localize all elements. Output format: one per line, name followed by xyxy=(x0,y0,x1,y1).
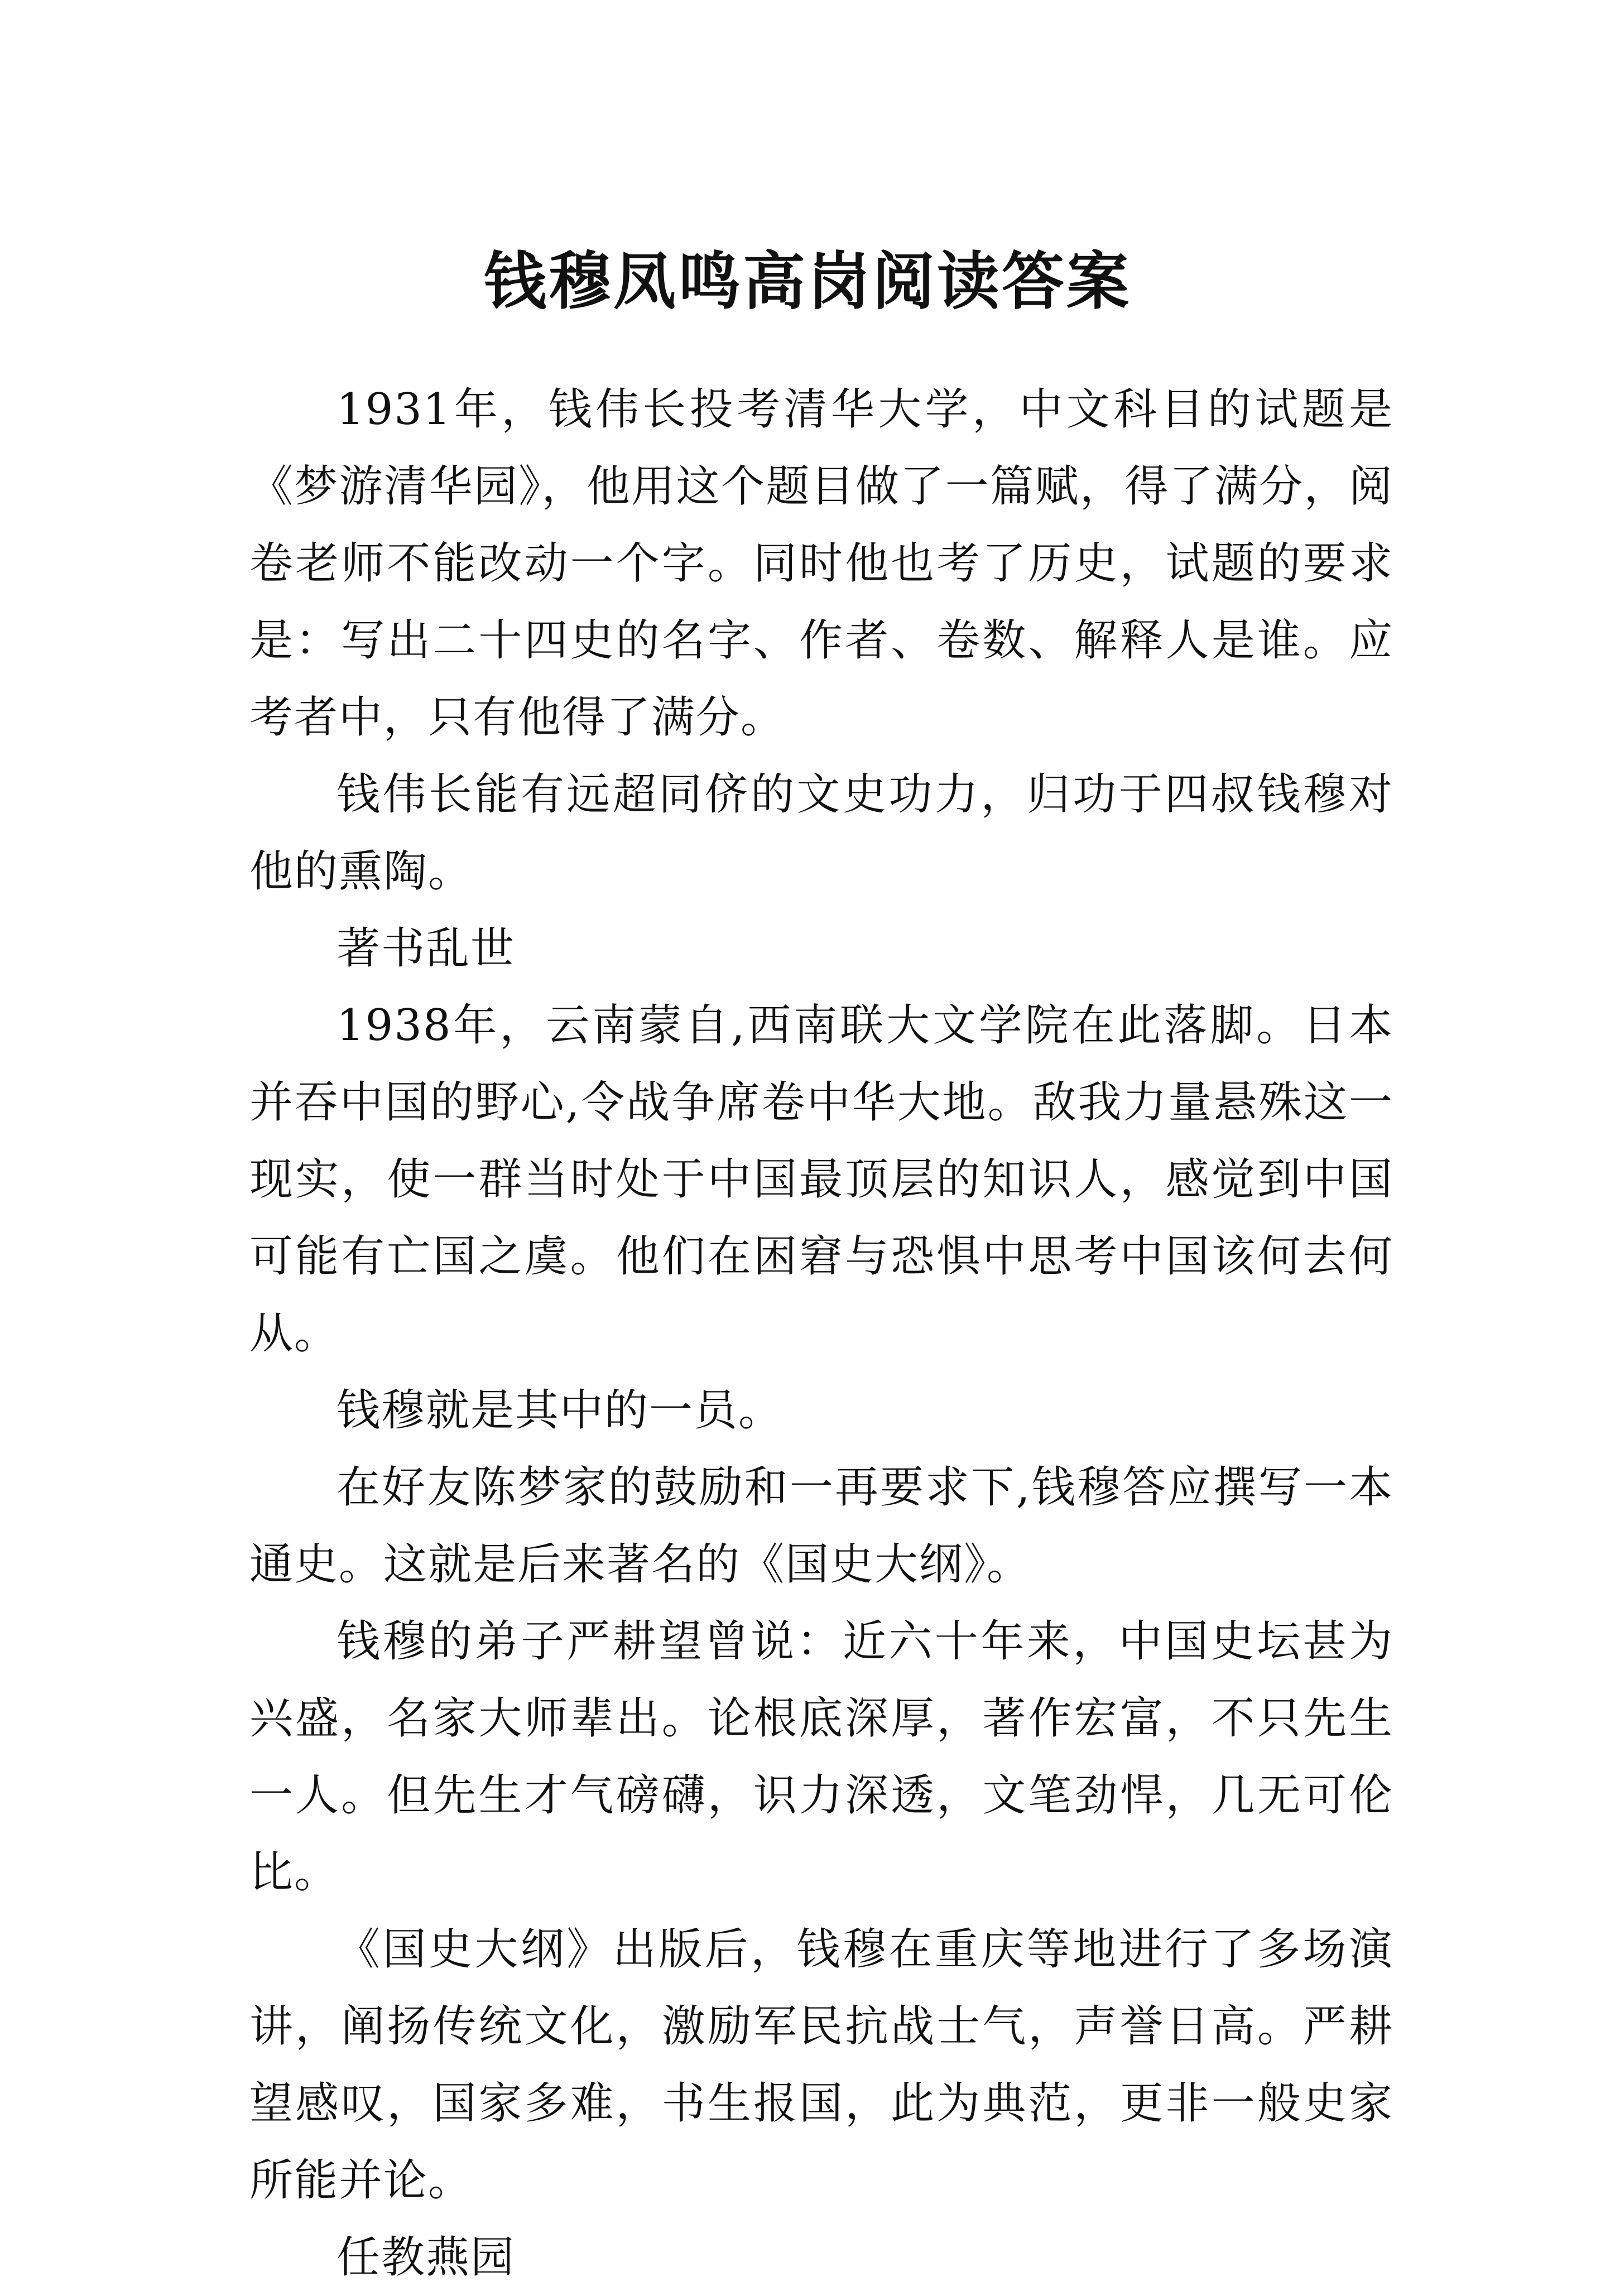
document-body xyxy=(249,371,1393,2296)
paragraph-lectures: 《国史大纲》出版后，钱穆在重庆等地进行了多场演讲，阐扬传统文化，激励军民抗战士气，声誉日高。严耕望感叹，国家多难，书生报国，此为典范，更非一般史家所能并论。 xyxy=(249,1924,1393,2206)
document-title: 钱穆凤鸣高岗阅读答案 xyxy=(484,245,1131,319)
paragraph-1938: 1938年，云南蒙自,西南联大文学院在此落脚。日本并吞中国的野心,令战争席卷中华大地。敌我力量悬殊这一现实，使一群当时处于中国最顶层的知识人，感觉到中国可能有亡国之虞。他们在困窘与恐惧中思考中国该何去何从。 xyxy=(249,1000,1393,1359)
section-heading-writing: 著书乱世 xyxy=(337,923,516,974)
paragraph-member: 钱穆就是其中的一员。 xyxy=(337,1385,784,1436)
paragraph-influence: 钱伟长能有远超同侪的文史功力，归功于四叔钱穆对他的熏陶。 xyxy=(249,769,1393,897)
paragraph-entrance-exam: 1931年，钱伟长投考清华大学，中文科目的试题是《梦游清华园》，他用这个题目做了一篇赋，得了满分，阅卷老师不能改动一个字。同时他也考了历史，试题的要求是：写出二十四史的名字、作者、卷数、解释人是谁。应考者中，只有他得了满分。 xyxy=(249,384,1393,743)
section-heading-teaching: 任教燕园 xyxy=(337,2232,516,2283)
paragraph-yan-gengwang: 钱穆的弟子严耕望曾说：近六十年来，中国史坛甚为兴盛，名家大师辈出。论根底深厚，著作宏富，不只先生一人。但先生才气磅礴，识力深透，文笔劲悍，几无可伦比。 xyxy=(249,1616,1393,1898)
paragraph-general-history: 在好友陈梦家的鼓励和一再要求下,钱穆答应撰写一本通史。这就是后来著名的《国史大纲》。 xyxy=(249,1462,1393,1590)
